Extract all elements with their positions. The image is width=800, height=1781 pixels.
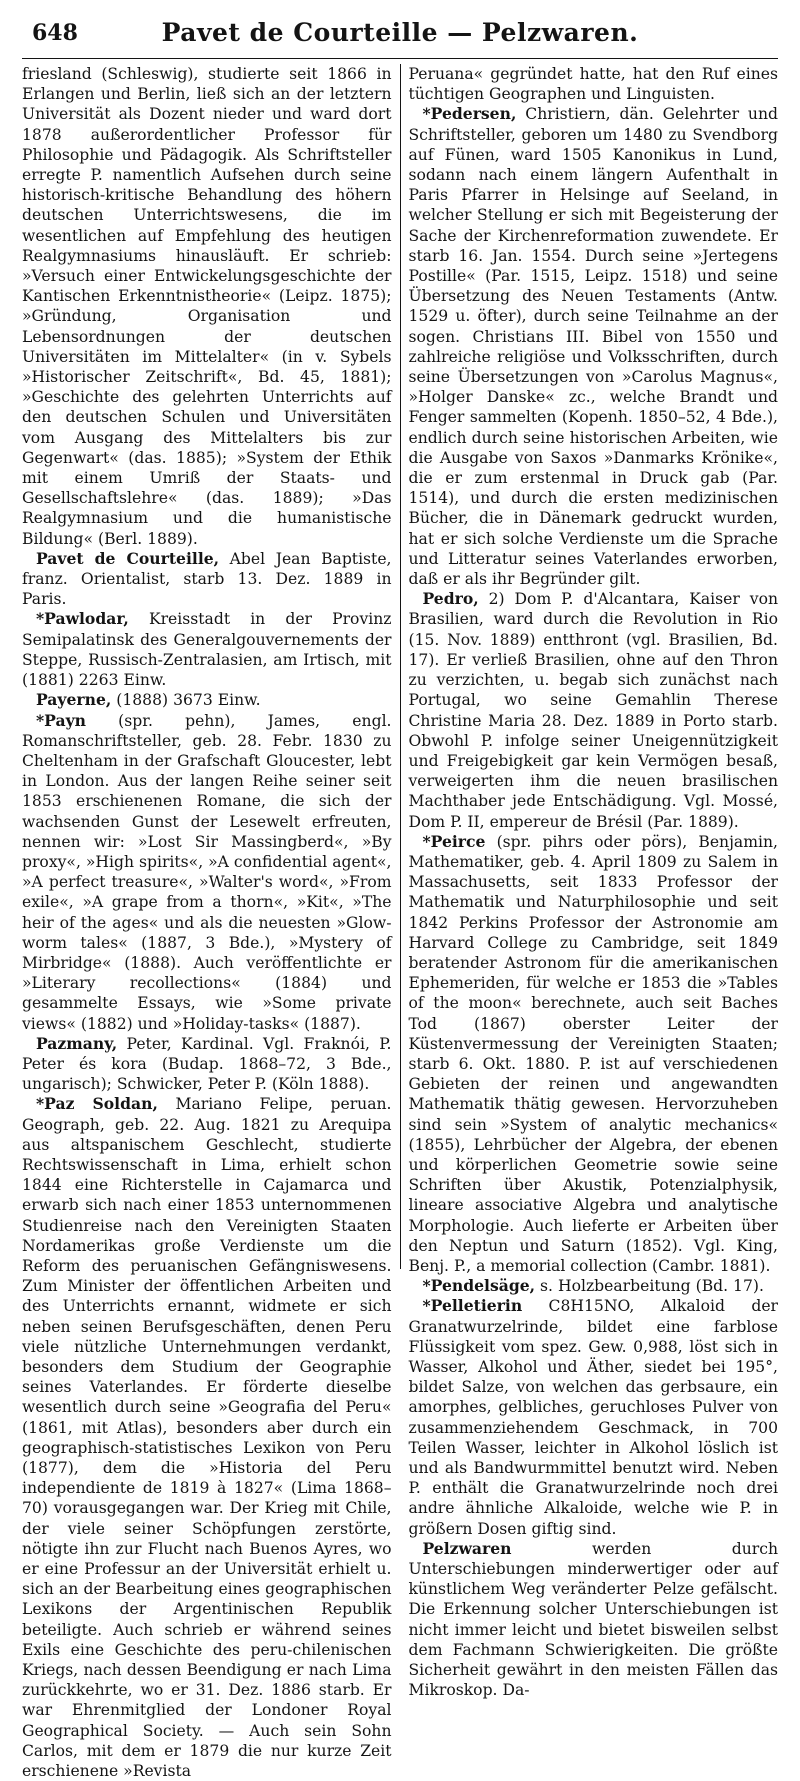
entry-text: werden durch Unterschiebungen minderwertiger oder auf künstlichem Weg veränderter Pelze gefälscht. Die Erkennung solcher Unterschiebungen ist nicht immer leicht und bietet bisweilen selbst dem Fachmann Schwierigkeiten. Die größte Sicherheit gewährt in den meisten Fällen das Mikroskop. Da- (408, 1539, 778, 1700)
column-rule (400, 64, 401, 1269)
entry-paragraph (22, 609, 392, 690)
entry-headword: *Pendelsäge, (422, 1276, 536, 1296)
entry-headword: Pazmany, (36, 1033, 118, 1053)
entry-headword: *Paz Soldan, (36, 1094, 158, 1114)
entry-headword: *Pawlodar, (36, 609, 129, 629)
entry-paragraph (408, 1296, 778, 1538)
entry-paragraph (22, 549, 392, 610)
entry-paz-soldan (22, 1094, 392, 1781)
entry-paragraph (408, 589, 778, 831)
entry-text: (spr. pehn), James, engl. Romanschriftsteller, geb. 28. Febr. 1830 zu Cheltenham in der Grafschaft Gloucester, lebt in London. Aus der langen Reihe seiner seit 1853 erschienenen Romane, die sich der wachsenden Gunst der Lesewelt erfreuten, nennen wir: »Lost Sir Massingberd«, »By proxy«, »High spirits«, »A confidential agent«, »A perfect treasure«, »Walter's word«, »From exile«, »A grape from a thorn«, »Kit«, »The heir of the ages« und als die neuesten »Glow-worm tales« (1887, 3 Bde.), »Mystery of Mirbridge« (1888). Auch veröffentlichte er »Literary recollections« (1884) und gesammelte Essays, wie »Some private views« (1882) und »Holiday-tasks« (1887). (22, 711, 392, 1033)
entry-text: Peruana« gegründet hatte, hat den Ruf eines tüchtigen Geographen und Linguisten. (408, 65, 778, 104)
entry-text: s. Holzbearbeitung (Bd. 17). (535, 1277, 764, 1296)
entry-paragraph (22, 1094, 392, 1781)
entry-headword: *Pelletierin (422, 1296, 523, 1316)
text-columns (22, 64, 778, 1781)
entry-pelzwaren (408, 1539, 778, 1701)
entry-pavet (22, 549, 392, 610)
left-column (22, 64, 392, 1781)
entry-headword: Pavet de Courteille, (36, 548, 220, 568)
running-head: Pavet de Courteille — Pelzwaren. (161, 18, 639, 47)
entry-paragraph (22, 690, 392, 710)
entry-paulsen-cont (22, 64, 392, 549)
entry-headword: *Pedersen, (422, 104, 517, 124)
entry-pelletierin (408, 1296, 778, 1538)
entry-pedersen (408, 104, 778, 589)
entry-headword: *Peirce (422, 831, 486, 851)
entry-text: Mariano Felipe, peruan. Geograph, geb. 22. Aug. 1821 zu Arequipa aus altspanischem Geschlecht, studierte Rechtswissenschaft in Lima, erhielt schon 1844 eine Richterstelle in Cajamarca und erwarb sich nach einer 1853 unternommenen Studienreise nach den Vereinigten Staaten Nordamerikas große Verdienste um die Reform des peruanischen Gefängniswesens. Zum Minister der öffentlichen Arbeiten und des Unterrichts ernannt, widmete er sich neben seinen Berufsgeschäften, denen Peru viele nützliche Unternehmungen verdankt, besonders dem Studium der Geographie seines Vaterlandes. Er förderte dieselbe wesentlich durch seine »Geografia del Peru« (1861, mit Atlas), besonders aber durch ein geographisch-statistisches Lexikon von Peru (1877), dem die »Historia del Peru independiente de 1819 à 1827« (Lima 1868–70) vorausgegangen war. Der Krieg mit Chile, der viele seiner Schöpfungen zerstörte, nötigte ihn zur Flucht nach Buenos Ayres, wo er eine Professur an der Universität erhielt u. sich an der Bearbeitung eines geographischen Lexikons der Argentinischen Republik beteiligte. Auch schrieb er während seines Exils eine Geschichte des peru-chilenischen Kriegs, nach dessen Beendigung er nach Lima zurückkehrte, wo er 31. Dez. 1886 starb. Er war Ehrenmitglied der Londoner Royal Geographical Society. — Auch sein Sohn Carlos, mit dem er 1879 die nur kurze Zeit erschienene »Revista (22, 1095, 392, 1781)
entry-pazmany (22, 1034, 392, 1095)
entry-headword: Pelzwaren (422, 1538, 512, 1558)
entry-text: C8H15NO, Alkaloid der Granatwurzelrinde, bildet eine farblose Flüssigkeit vom spez. Gew. 0,988, löst sich in Wasser, Alkohol und Äther, siedet bei 195°, bildet Salze, von welchen das gerbsaure, ein amorphes, gelbliches, geruchloses Pulver von zusammenziehendem Geschmack, in 700 Teilen Wasser, leichter in Alkohol löslich ist und als Bandwurmmittel benutzt wird. Neben P. enthält die Granatwurzelrinde noch drei andre ähnliche Alkaloide, welche wie P. in größern Dosen giftig sind. (408, 1297, 778, 1538)
entry-payn (22, 711, 392, 1034)
entry-text: (1888) 3673 Einw. (111, 691, 261, 710)
entry-paz-soldan-cont (408, 64, 778, 104)
entry-text: Peter, Kardinal. Vgl. Fraknói, P. Peter és kora (Budap. 1868–72, 3 Bde., ungarisch); Schwicker, Peter P. (Köln 1888). (22, 1034, 392, 1094)
right-column (408, 64, 778, 1700)
entry-paragraph (22, 1034, 392, 1095)
entry-headword: *Payn (36, 710, 86, 730)
entry-paragraph (408, 104, 778, 589)
entry-text: Abel Jean Baptiste, franz. Orientalist, starb 13. Dez. 1889 in Paris. (22, 549, 392, 609)
entry-paragraph (22, 711, 392, 1034)
entry-paragraph (408, 64, 778, 104)
entry-text: Christiern, dän. Gelehrter und Schriftsteller, geboren um 1480 zu Svendborg auf Fünen, ward 1505 Kanonikus in Lund, sodann nach einem längern Aufenthalt in Paris Pfarrer in Helsinge auf Seeland, in welcher Stellung er sich mit Begeisterung der Sache der Kirchenreformation zuwendete. Er starb 16. Jan. 1554. Durch seine »Jertegens Postille« (Par. 1515, Leipz. 1518) und seine Übersetzung des Neuen Testaments (Antw. 1529 u. öfter), durch seine Teilnahme an der sogen. Christians III. Bibel von 1550 und zahlreiche religiöse und Volksschriften, durch seine Übersetzungen von »Carolus Magnus«, »Holger Danske« zc., welche Brandt und Fenger sammelten (Kopenh. 1850–52, 4 Bde.), endlich durch seine historischen Arbeiten, wie die Ausgabe von Saxos »Danmarks Krönike«, die er zum erstenmal in Druck gab (Par. 1514), und durch die ersten medizinischen Bücher, die in Dänemark gedruckt wurden, hat er sich solche Verdienste um die Sprache und Litteratur seines Vaterlandes erworben, daß er als ihr Begründer gilt. (408, 105, 778, 589)
entry-payerne (22, 690, 392, 710)
entry-headword: Payerne, (36, 690, 112, 710)
entry-text: Kreisstadt in der Provinz Semipalatinsk des Generalgouvernements der Steppe, Russisch-Zentralasien, am Irtisch, mit (1881) 2263 Einw. (22, 610, 392, 690)
entry-headword: Pedro, (422, 589, 479, 609)
entry-paragraph (408, 1539, 778, 1701)
entry-text: friesland (Schleswig), studierte seit 1866 in Erlangen und Berlin, ließ sich an der letztern Universität als Dozent nieder und ward dort 1878 außerordentlicher Professor für Philosophie und Pädagogik. Als Schriftsteller erregte P. namentlich Aufsehen durch seine historisch-kritische Behandlung des höhern deutschen Unterrichtswesens, die im wesentlichen auf Empfehlung des heutigen Realgymnasiums hinausläuft. Er schrieb: »Versuch einer Entwickelungsgeschichte der Kantischen Erkenntnistheorie« (Leipz. 1875); »Gründung, Organisation und Lebensordnungen der deutschen Universitäten im Mittelalter« (in v. Sybels »Historischer Zeitschrift«, Bd. 45, 1881); »Geschichte des gelehrten Unterrichts auf den deutschen Schulen und Universitäten vom Ausgang des Mittelalters bis zur Gegenwart« (das. 1885); »System der Ethik mit einem Umriß der Staats- und Gesellschaftslehre« (das. 1889); »Das Realgymnasium und die humanistische Bildung« (Berl. 1889). (22, 65, 392, 548)
entry-paragraph (22, 64, 392, 549)
entry-pedro (408, 589, 778, 831)
page-header (22, 8, 778, 59)
entry-peirce (408, 832, 778, 1276)
entry-text: 2) Dom P. d'Alcantara, Kaiser von Brasilien, ward durch die Revolution in Rio (15. Nov. 1889) entthront (vgl. Brasilien, Bd. 17). Er verließ Brasilien, ohne auf den Thron zu verzichten, u. begab sich zunächst nach Portugal, wo seine Gemahlin Therese Christine Maria 28. Dez. 1889 in Porto starb. Obwohl P. infolge seiner Uneigennützigkeit und Freigebigkeit gar kein Vermögen besaß, verweigerten ihm die neuen brasilischen Machthaber jede Entschädigung. Vgl. Mossé, Dom P. II, empereur de Brésil (Par. 1889). (408, 590, 778, 831)
page-number: 648 (32, 20, 78, 46)
entry-text: (spr. pihrs oder pörs), Benjamin, Mathematiker, geb. 4. April 1809 zu Salem in Massachusetts, seit 1833 Professor der Mathematik und Naturphilosophie und seit 1842 Perkins Professor der Astronomie am Harvard College zu Cambridge, seit 1849 beratender Astronom für die amerikanischen Ephemeriden, für welche er 1853 die »Tables of the moon« berechnete, auch seit Baches Tod (1867) oberster Leiter der Küstenvermessung der Vereinigten Staaten; starb 6. Okt. 1880. P. ist auf verschiedenen Gebieten der reinen und angewandten Mathematik thätig gewesen. Hervorzuheben sind sein »System of analytic mechanics« (1855), Lehrbücher der Algebra, der ebenen und körperlichen Geometrie sowie seine Schriften über Akustik, Potenzialphysik, lineare associative Algebra und analytische Morphologie. Auch lieferte er Arbeiten über den Neptun und Saturn (1852). Vgl. King, Benj. P., a memorial collection (Cambr. 1881). (408, 832, 778, 1275)
entry-paragraph (408, 1276, 778, 1296)
entry-pawlodar (22, 609, 392, 690)
entry-paragraph (408, 832, 778, 1276)
entry-pendelsaege (408, 1276, 778, 1296)
